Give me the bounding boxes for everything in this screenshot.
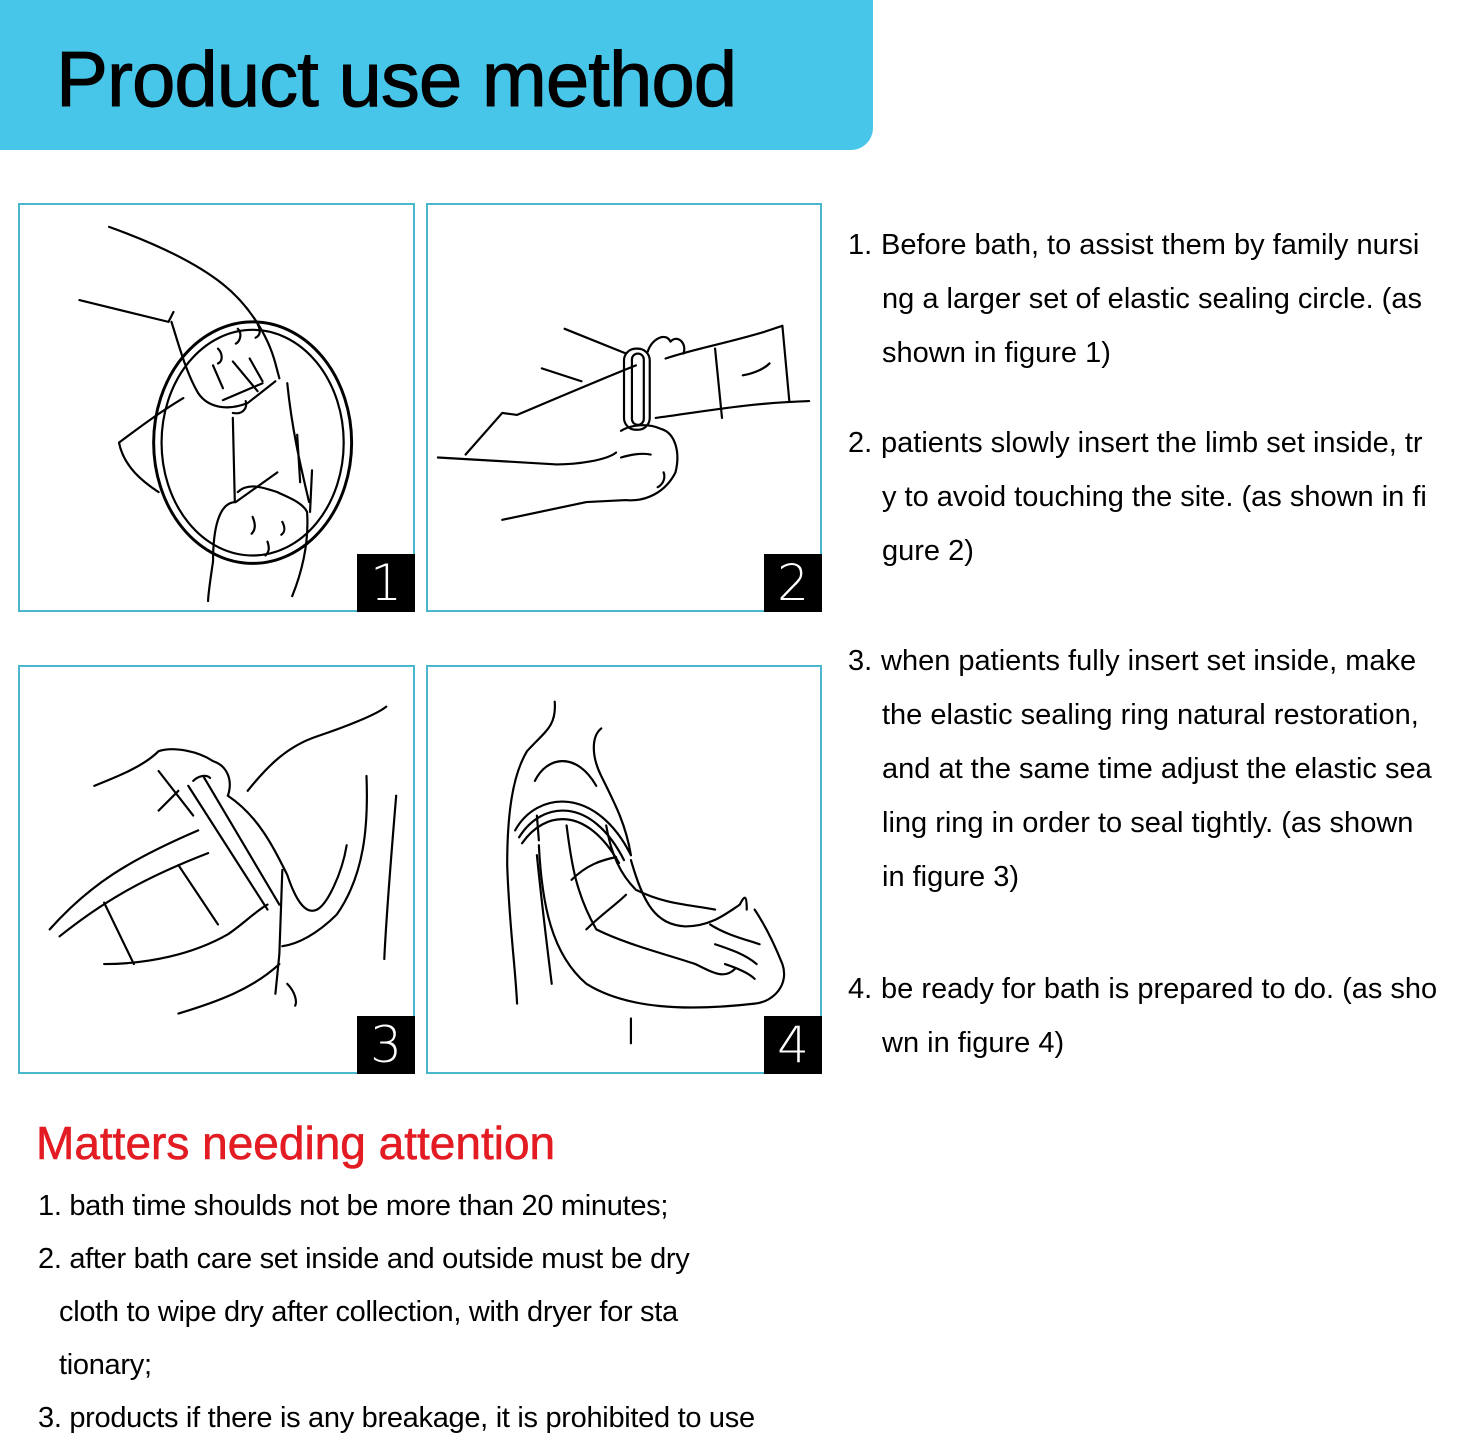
note-text: 2. after bath care set inside and outside must be dry <box>38 1243 690 1275</box>
page-title: Product use method <box>56 35 737 123</box>
step-2 <box>848 416 1475 578</box>
step-text: shown in figure 1) <box>882 337 1111 369</box>
arm-covered-illustration <box>428 667 820 1072</box>
step-text: Before bath, to assist them by family nursi <box>881 229 1420 261</box>
note-text: 3. products if there is any breakage, it is prohibited to use <box>38 1402 755 1434</box>
attention-list <box>38 1180 858 1445</box>
note-text: tionary; <box>59 1349 152 1381</box>
step-text: wn in figure 4) <box>882 1027 1065 1059</box>
step-text: gure 2) <box>882 535 974 567</box>
figure-number-badge: 2 <box>764 554 822 612</box>
step-text: y to avoid touching the site. (as shown in fi <box>882 481 1427 513</box>
step-text: ng a larger set of elastic sealing circle. (as <box>882 283 1422 315</box>
attention-item-3 <box>38 1392 858 1445</box>
step-text: when patients fully insert set inside, make <box>881 645 1417 677</box>
figure-panel-3 <box>18 665 415 1074</box>
step-number: 1. <box>848 229 873 261</box>
figure-panel-4 <box>426 665 822 1074</box>
step-1 <box>848 218 1475 380</box>
note-text: 1. bath time shoulds not be more than 20 minutes; <box>38 1190 669 1222</box>
figure-panel-2 <box>426 203 822 612</box>
step-text: and at the same time adjust the elastic sea <box>882 753 1432 785</box>
figure-number-badge: 3 <box>357 1016 415 1074</box>
step-3 <box>848 634 1475 904</box>
step-text: the elastic sealing ring natural restoration, <box>882 699 1419 731</box>
adjusting-ring-illustration <box>20 667 413 1072</box>
header-banner <box>0 0 873 150</box>
figure-panel-1 <box>18 203 415 612</box>
step-text: patients slowly insert the limb set inside, tr <box>881 427 1423 459</box>
step-number: 3. <box>848 645 873 677</box>
figure-number-badge: 4 <box>764 1016 822 1074</box>
attention-item-1 <box>38 1180 858 1233</box>
step-number: 4. <box>848 973 873 1005</box>
figure-number-badge: 1 <box>357 554 415 612</box>
step-4 <box>848 962 1475 1070</box>
arm-through-ring-illustration <box>428 205 820 610</box>
attention-item-2 <box>38 1233 858 1392</box>
step-number: 2. <box>848 427 873 459</box>
hands-stretching-ring-illustration <box>20 205 413 610</box>
step-text: be ready for bath is prepared to do. (as sho <box>881 973 1438 1005</box>
attention-heading: Matters needing attention <box>36 1117 556 1169</box>
note-text: cloth to wipe dry after collection, with dryer for sta <box>59 1296 678 1328</box>
step-text: ling ring in order to seal tightly. (as shown <box>882 807 1414 839</box>
step-text: in figure 3) <box>882 861 1020 893</box>
